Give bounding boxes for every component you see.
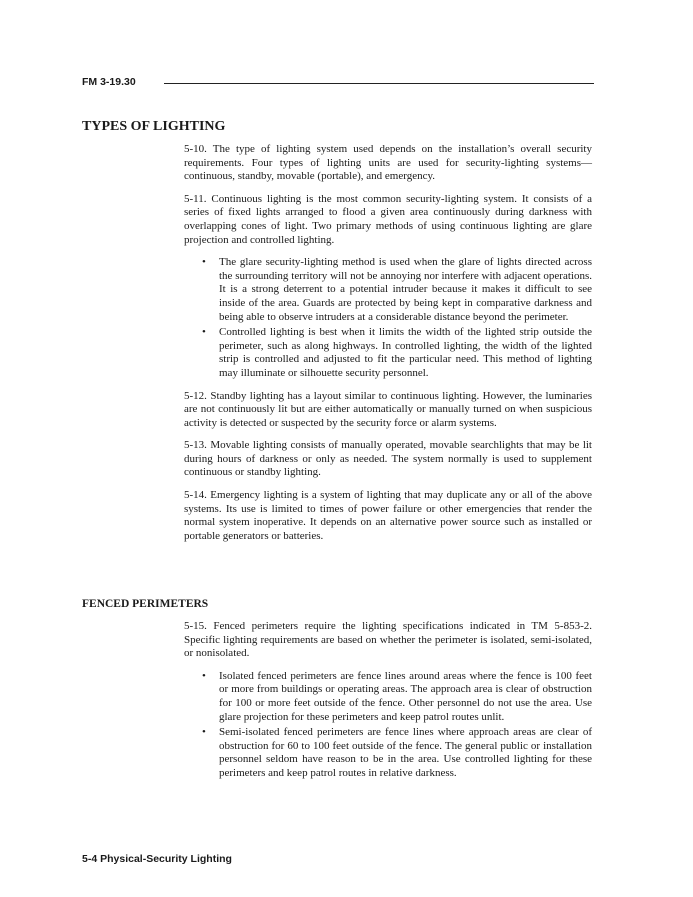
list-item-text: Isolated fenced perimeters are fence lines around areas where the fence is 100 feet or more from buildings or operating areas. The approach area is clear of obstruction for 100 or more feet outside of the fence. Other personnel do not use the area. Use glare projection for these perimeters and keep patrol routes unlit. [219, 669, 592, 723]
paragraph-5-13: 5-13. Movable lighting consists of manually operated, movable searchlights that may be lit during hours of darkness or only as needed. The system normally is used to supplement continuous or standby lighting. [184, 439, 592, 479]
page-header [82, 76, 594, 92]
paragraph-5-10: 5-10. The type of lighting system used depends on the installation’s overall security requirements. Four types of lighting units are used for security-lighting systems—continuous, standby, movable (portable), and emergency. [184, 143, 592, 183]
list-item [184, 670, 592, 724]
bullet-icon: • [202, 326, 206, 339]
list-item [184, 326, 592, 380]
bullet-icon: • [202, 726, 206, 739]
paragraph-5-11: 5-11. Continuous lighting is the most common security-lighting system. It consists of a series of fixed lights arranged to flood a given area continuously during darkness with overlapping cones of light. Two primary methods of using continuous lighting are glare projection and controlled lighting. [184, 192, 592, 246]
section-heading-types-of-lighting: TYPES OF LIGHTING [82, 119, 226, 134]
bullet-icon: • [202, 669, 206, 682]
list-item-text: The glare security-lighting method is used when the glare of lights directed across the surrounding territory will not be annoying nor interfere with adjacent operations. It is a strong deterrent to a potential intruder because it makes it difficult to see inside of the area. Guards are protected by being kept in comparative darkness and being able to observe intruders at a considerable distance beyond the perimeter. [219, 256, 592, 323]
bullet-list-fenced-perimeters [184, 670, 592, 781]
list-item-text: Controlled lighting is best when it limits the width of the lighted strip outside the perimeter, such as along highways. In controlled lighting, the width of the lighted strip is controlled and adjusted to fit the particular need. This method of lighting may illuminate or silhouette security personnel. [219, 326, 592, 379]
section-heading-fenced-perimeters: FENCED PERIMETERS [82, 598, 209, 610]
paragraph-5-12: 5-12. Standby lighting has a layout similar to continuous lighting. However, the luminaries are not continuously lit but are either automatically or manually turned on when suspicious activity is detected or suspected by the security force or alarm systems. [184, 389, 592, 429]
section-body-fenced-perimeters [184, 620, 592, 790]
page-footer: 5-4 Physical-Security Lighting [82, 853, 232, 865]
section-body-types-of-lighting [184, 143, 592, 552]
list-item [184, 256, 592, 324]
bullet-icon: • [202, 256, 206, 269]
paragraph-5-15: 5-15. Fenced perimeters require the lighting specifications indicated in TM 5-853-2. Specific lighting requirements are based on whether the perimeter is isolated, semi-isolated, or nonisolated. [184, 620, 592, 660]
paragraph-5-14: 5-14. Emergency lighting is a system of lighting that may duplicate any or all of the above systems. Its use is limited to times of power failure or other emergencies that render the normal system inoperative. It depends on an alternative power source such as installed or portable generators or batteries. [184, 489, 592, 542]
list-item [184, 726, 592, 780]
list-item-text: Semi-isolated fenced perimeters are fence lines where approach areas are clear of obstruction for 60 to 100 feet outside of the fence. The general public or installation personnel seldom have reason to be in the area. Use controlled lighting for these perimeters and keep patrol routes in relative darkness. [219, 726, 592, 779]
header-rule [164, 83, 594, 84]
bullet-list-continuous-lighting [184, 256, 592, 380]
manual-code: FM 3-19.30 [82, 76, 136, 88]
